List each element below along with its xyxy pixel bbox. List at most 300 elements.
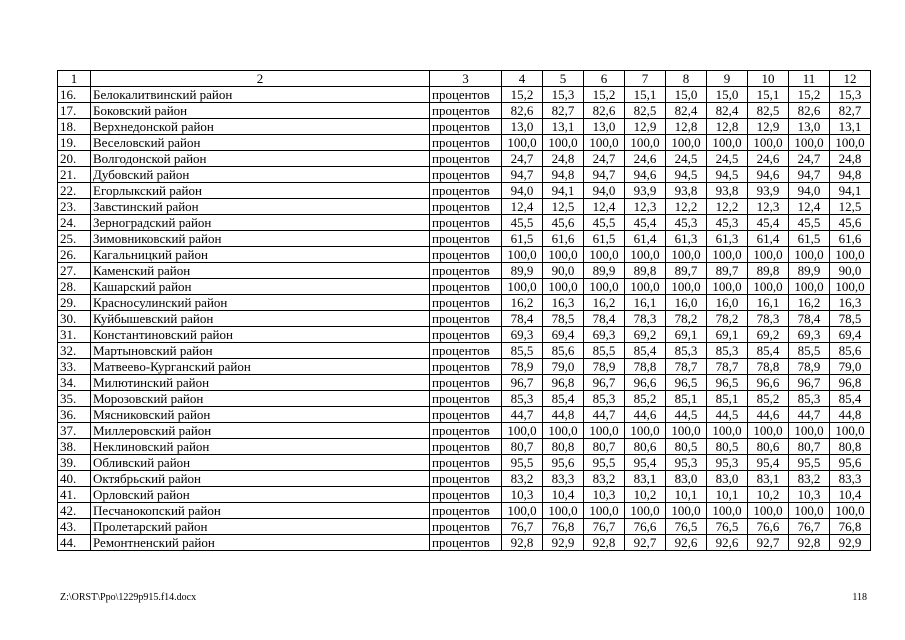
value-cell: 90,0 (543, 263, 584, 279)
value-cell: 82,7 (830, 103, 871, 119)
value-cell: 45,5 (584, 215, 625, 231)
row-number: 32. (58, 343, 91, 359)
table-row (58, 343, 871, 359)
row-number: 34. (58, 375, 91, 391)
value-cell: 95,4 (625, 455, 666, 471)
value-cell: 100,0 (707, 503, 748, 519)
value-cell: 76,5 (707, 519, 748, 535)
value-cell: 80,7 (584, 439, 625, 455)
value-cell: 16,2 (584, 295, 625, 311)
value-cell: 13,1 (830, 119, 871, 135)
value-cell: 96,7 (502, 375, 543, 391)
value-cell: 76,6 (625, 519, 666, 535)
value-cell: 45,5 (502, 215, 543, 231)
district-name: Орловский район (91, 487, 430, 503)
value-cell: 78,2 (666, 311, 707, 327)
row-number: 35. (58, 391, 91, 407)
value-cell: 85,4 (625, 343, 666, 359)
value-cell: 15,2 (789, 87, 830, 103)
value-cell: 96,8 (543, 375, 584, 391)
value-cell: 78,5 (543, 311, 584, 327)
value-cell: 95,3 (707, 455, 748, 471)
value-cell: 90,0 (830, 263, 871, 279)
table-row (58, 103, 871, 119)
value-cell: 15,1 (625, 87, 666, 103)
header-cell: 10 (748, 71, 789, 87)
header-cell: 1 (58, 71, 91, 87)
value-cell: 44,7 (789, 407, 830, 423)
district-name: Егорлыкский район (91, 183, 430, 199)
value-cell: 85,1 (707, 391, 748, 407)
value-cell: 83,1 (748, 471, 789, 487)
value-cell: 24,5 (707, 151, 748, 167)
value-cell: 100,0 (625, 423, 666, 439)
district-name: Морозовский район (91, 391, 430, 407)
value-cell: 12,9 (748, 119, 789, 135)
value-cell: 76,7 (584, 519, 625, 535)
row-number: 38. (58, 439, 91, 455)
value-cell: 78,4 (584, 311, 625, 327)
row-number: 31. (58, 327, 91, 343)
value-cell: 44,5 (666, 407, 707, 423)
unit-cell: процентов (430, 375, 502, 391)
value-cell: 12,3 (748, 199, 789, 215)
value-cell: 100,0 (543, 503, 584, 519)
value-cell: 45,3 (707, 215, 748, 231)
value-cell: 100,0 (748, 423, 789, 439)
value-cell: 100,0 (666, 135, 707, 151)
value-cell: 94,0 (502, 183, 543, 199)
value-cell: 95,4 (748, 455, 789, 471)
value-cell: 82,7 (543, 103, 584, 119)
header-cell: 2 (91, 71, 430, 87)
value-cell: 12,5 (543, 199, 584, 215)
header-cell: 5 (543, 71, 584, 87)
district-name: Белокалитвинский район (91, 87, 430, 103)
value-cell: 94,0 (789, 183, 830, 199)
table-row (58, 519, 871, 535)
unit-cell: процентов (430, 455, 502, 471)
value-cell: 78,4 (502, 311, 543, 327)
value-cell: 85,3 (502, 391, 543, 407)
row-number: 40. (58, 471, 91, 487)
row-number: 17. (58, 103, 91, 119)
value-cell: 94,1 (830, 183, 871, 199)
district-name: Красносулинский район (91, 295, 430, 311)
value-cell: 95,5 (584, 455, 625, 471)
value-cell: 100,0 (666, 423, 707, 439)
value-cell: 100,0 (789, 247, 830, 263)
table-body (58, 87, 871, 551)
value-cell: 85,4 (830, 391, 871, 407)
value-cell: 83,0 (666, 471, 707, 487)
district-name: Кагальницкий район (91, 247, 430, 263)
row-number: 28. (58, 279, 91, 295)
header-cell: 12 (830, 71, 871, 87)
value-cell: 89,9 (584, 263, 625, 279)
value-cell: 100,0 (666, 503, 707, 519)
unit-cell: процентов (430, 311, 502, 327)
table-row (58, 503, 871, 519)
header-cell: 4 (502, 71, 543, 87)
value-cell: 24,8 (830, 151, 871, 167)
value-cell: 100,0 (502, 247, 543, 263)
table-row (58, 327, 871, 343)
value-cell: 94,7 (502, 167, 543, 183)
value-cell: 78,7 (666, 359, 707, 375)
value-cell: 100,0 (584, 503, 625, 519)
row-number: 30. (58, 311, 91, 327)
table-row (58, 487, 871, 503)
value-cell: 89,9 (789, 263, 830, 279)
row-number: 22. (58, 183, 91, 199)
value-cell: 94,6 (625, 167, 666, 183)
value-cell: 24,8 (543, 151, 584, 167)
value-cell: 76,7 (789, 519, 830, 535)
value-cell: 100,0 (543, 247, 584, 263)
value-cell: 83,3 (543, 471, 584, 487)
value-cell: 15,2 (584, 87, 625, 103)
page-number: 118 (852, 592, 867, 603)
value-cell: 12,5 (830, 199, 871, 215)
value-cell: 89,7 (666, 263, 707, 279)
value-cell: 85,3 (666, 343, 707, 359)
unit-cell: процентов (430, 471, 502, 487)
table-row (58, 167, 871, 183)
value-cell: 78,9 (584, 359, 625, 375)
value-cell: 78,8 (748, 359, 789, 375)
value-cell: 100,0 (666, 279, 707, 295)
district-name: Завстинский район (91, 199, 430, 215)
value-cell: 83,2 (789, 471, 830, 487)
table-row (58, 359, 871, 375)
value-cell: 61,6 (830, 231, 871, 247)
value-cell: 80,7 (502, 439, 543, 455)
table-row (58, 279, 871, 295)
district-name: Кашарский район (91, 279, 430, 295)
value-cell: 100,0 (502, 279, 543, 295)
unit-cell: процентов (430, 407, 502, 423)
row-number: 27. (58, 263, 91, 279)
value-cell: 100,0 (666, 247, 707, 263)
value-cell: 10,3 (502, 487, 543, 503)
row-number: 43. (58, 519, 91, 535)
value-cell: 83,3 (830, 471, 871, 487)
value-cell: 78,9 (789, 359, 830, 375)
row-number: 42. (58, 503, 91, 519)
value-cell: 16,0 (707, 295, 748, 311)
row-number: 26. (58, 247, 91, 263)
value-cell: 13,0 (584, 119, 625, 135)
value-cell: 80,7 (789, 439, 830, 455)
unit-cell: процентов (430, 391, 502, 407)
value-cell: 12,2 (666, 199, 707, 215)
value-cell: 100,0 (625, 135, 666, 151)
row-number: 36. (58, 407, 91, 423)
value-cell: 100,0 (748, 135, 789, 151)
value-cell: 94,7 (584, 167, 625, 183)
unit-cell: процентов (430, 295, 502, 311)
value-cell: 100,0 (584, 423, 625, 439)
district-name: Мясниковский район (91, 407, 430, 423)
value-cell: 92,9 (543, 535, 584, 551)
value-cell: 13,0 (502, 119, 543, 135)
value-cell: 94,7 (789, 167, 830, 183)
value-cell: 76,8 (543, 519, 584, 535)
value-cell: 93,9 (748, 183, 789, 199)
header-cell: 3 (430, 71, 502, 87)
unit-cell: процентов (430, 151, 502, 167)
unit-cell: процентов (430, 231, 502, 247)
table-row (58, 183, 871, 199)
value-cell: 82,4 (666, 103, 707, 119)
value-cell: 15,3 (543, 87, 584, 103)
value-cell: 100,0 (830, 279, 871, 295)
value-cell: 100,0 (625, 247, 666, 263)
district-name: Верхнедонской район (91, 119, 430, 135)
value-cell: 78,9 (502, 359, 543, 375)
value-cell: 69,1 (666, 327, 707, 343)
value-cell: 78,7 (707, 359, 748, 375)
value-cell: 85,5 (789, 343, 830, 359)
value-cell: 12,2 (707, 199, 748, 215)
value-cell: 80,5 (666, 439, 707, 455)
value-cell: 89,8 (625, 263, 666, 279)
value-cell: 100,0 (707, 423, 748, 439)
value-cell: 92,8 (789, 535, 830, 551)
district-name: Милютинский район (91, 375, 430, 391)
district-name: Неклиновский район (91, 439, 430, 455)
header-cell: 8 (666, 71, 707, 87)
value-cell: 16,1 (748, 295, 789, 311)
value-cell: 44,7 (502, 407, 543, 423)
value-cell: 45,4 (625, 215, 666, 231)
value-cell: 94,6 (748, 167, 789, 183)
value-cell: 92,8 (502, 535, 543, 551)
value-cell: 10,1 (666, 487, 707, 503)
district-name: Мартыновский район (91, 343, 430, 359)
header-cell: 9 (707, 71, 748, 87)
value-cell: 44,5 (707, 407, 748, 423)
value-cell: 93,9 (625, 183, 666, 199)
value-cell: 45,6 (543, 215, 584, 231)
district-table (57, 70, 871, 551)
value-cell: 15,2 (502, 87, 543, 103)
value-cell: 96,7 (584, 375, 625, 391)
value-cell: 76,7 (502, 519, 543, 535)
value-cell: 100,0 (502, 135, 543, 151)
value-cell: 79,0 (543, 359, 584, 375)
table-row (58, 263, 871, 279)
value-cell: 12,3 (625, 199, 666, 215)
table-row (58, 295, 871, 311)
value-cell: 96,7 (789, 375, 830, 391)
value-cell: 45,4 (748, 215, 789, 231)
value-cell: 100,0 (830, 247, 871, 263)
value-cell: 44,8 (543, 407, 584, 423)
district-name: Волгодонской район (91, 151, 430, 167)
value-cell: 95,6 (543, 455, 584, 471)
unit-cell: процентов (430, 519, 502, 535)
value-cell: 15,0 (707, 87, 748, 103)
unit-cell: процентов (430, 359, 502, 375)
value-cell: 69,1 (707, 327, 748, 343)
value-cell: 24,6 (748, 151, 789, 167)
district-name: Веселовский район (91, 135, 430, 151)
value-cell: 85,6 (543, 343, 584, 359)
value-cell: 61,3 (707, 231, 748, 247)
file-path: Z:\ORST\Ppo\1229p915.f14.docx (60, 592, 197, 603)
value-cell: 94,8 (543, 167, 584, 183)
value-cell: 89,9 (502, 263, 543, 279)
value-cell: 12,4 (789, 199, 830, 215)
district-name: Боковский район (91, 103, 430, 119)
value-cell: 76,6 (748, 519, 789, 535)
value-cell: 12,8 (707, 119, 748, 135)
row-number: 21. (58, 167, 91, 183)
value-cell: 16,3 (543, 295, 584, 311)
value-cell: 100,0 (748, 503, 789, 519)
value-cell: 96,5 (707, 375, 748, 391)
unit-cell: процентов (430, 199, 502, 215)
value-cell: 85,5 (502, 343, 543, 359)
table-row (58, 455, 871, 471)
value-cell: 85,3 (789, 391, 830, 407)
value-cell: 80,8 (830, 439, 871, 455)
table-row (58, 407, 871, 423)
value-cell: 85,3 (584, 391, 625, 407)
unit-cell: процентов (430, 103, 502, 119)
value-cell: 96,6 (748, 375, 789, 391)
value-cell: 100,0 (830, 423, 871, 439)
value-cell: 85,2 (625, 391, 666, 407)
value-cell: 15,3 (830, 87, 871, 103)
table-row (58, 247, 871, 263)
value-cell: 24,7 (502, 151, 543, 167)
value-cell: 10,2 (625, 487, 666, 503)
district-name: Песчанокопский район (91, 503, 430, 519)
value-cell: 16,0 (666, 295, 707, 311)
header-cell: 11 (789, 71, 830, 87)
table-row (58, 391, 871, 407)
value-cell: 78,8 (625, 359, 666, 375)
value-cell: 100,0 (707, 279, 748, 295)
value-cell: 24,7 (584, 151, 625, 167)
value-cell: 96,8 (830, 375, 871, 391)
value-cell: 24,5 (666, 151, 707, 167)
row-number: 33. (58, 359, 91, 375)
value-cell: 82,6 (502, 103, 543, 119)
row-number: 18. (58, 119, 91, 135)
value-cell: 89,7 (707, 263, 748, 279)
value-cell: 82,5 (625, 103, 666, 119)
row-number: 23. (58, 199, 91, 215)
value-cell: 13,0 (789, 119, 830, 135)
value-cell: 100,0 (543, 423, 584, 439)
value-cell: 69,2 (748, 327, 789, 343)
value-cell: 85,4 (748, 343, 789, 359)
value-cell: 24,7 (789, 151, 830, 167)
unit-cell: процентов (430, 247, 502, 263)
table-row (58, 215, 871, 231)
table-row (58, 119, 871, 135)
value-cell: 61,4 (625, 231, 666, 247)
value-cell: 100,0 (543, 135, 584, 151)
value-cell: 61,4 (748, 231, 789, 247)
value-cell: 10,3 (789, 487, 830, 503)
row-number: 20. (58, 151, 91, 167)
value-cell: 83,2 (584, 471, 625, 487)
unit-cell: процентов (430, 215, 502, 231)
district-name: Октябрьский район (91, 471, 430, 487)
unit-cell: процентов (430, 423, 502, 439)
value-cell: 100,0 (502, 503, 543, 519)
table-row (58, 231, 871, 247)
value-cell: 12,4 (502, 199, 543, 215)
value-cell: 94,5 (666, 167, 707, 183)
unit-cell: процентов (430, 439, 502, 455)
value-cell: 69,3 (789, 327, 830, 343)
value-cell: 100,0 (502, 423, 543, 439)
value-cell: 93,8 (666, 183, 707, 199)
value-cell: 10,4 (830, 487, 871, 503)
header-cell: 6 (584, 71, 625, 87)
value-cell: 78,3 (748, 311, 789, 327)
table-row (58, 87, 871, 103)
value-cell: 92,8 (584, 535, 625, 551)
value-cell: 10,1 (707, 487, 748, 503)
unit-cell: процентов (430, 535, 502, 551)
row-number: 24. (58, 215, 91, 231)
row-number: 39. (58, 455, 91, 471)
value-cell: 94,1 (543, 183, 584, 199)
table-row (58, 471, 871, 487)
row-number: 44. (58, 535, 91, 551)
value-cell: 100,0 (748, 247, 789, 263)
value-cell: 92,6 (666, 535, 707, 551)
value-cell: 10,3 (584, 487, 625, 503)
value-cell: 85,5 (584, 343, 625, 359)
value-cell: 44,7 (584, 407, 625, 423)
value-cell: 83,2 (502, 471, 543, 487)
value-cell: 100,0 (748, 279, 789, 295)
value-cell: 95,5 (789, 455, 830, 471)
value-cell: 100,0 (543, 279, 584, 295)
value-cell: 100,0 (789, 279, 830, 295)
table-row (58, 423, 871, 439)
value-cell: 69,3 (584, 327, 625, 343)
value-cell: 44,8 (830, 407, 871, 423)
unit-cell: процентов (430, 343, 502, 359)
value-cell: 69,4 (543, 327, 584, 343)
value-cell: 82,6 (584, 103, 625, 119)
district-name: Матвеево-Курганский район (91, 359, 430, 375)
unit-cell: процентов (430, 167, 502, 183)
value-cell: 61,3 (666, 231, 707, 247)
value-cell: 94,8 (830, 167, 871, 183)
value-cell: 61,5 (584, 231, 625, 247)
value-cell: 80,5 (707, 439, 748, 455)
district-name: Ремонтненский район (91, 535, 430, 551)
value-cell: 45,5 (789, 215, 830, 231)
value-cell: 16,3 (830, 295, 871, 311)
value-cell: 76,5 (666, 519, 707, 535)
district-name: Обливский район (91, 455, 430, 471)
value-cell: 100,0 (789, 423, 830, 439)
unit-cell: процентов (430, 487, 502, 503)
value-cell: 44,6 (748, 407, 789, 423)
value-cell: 78,5 (830, 311, 871, 327)
